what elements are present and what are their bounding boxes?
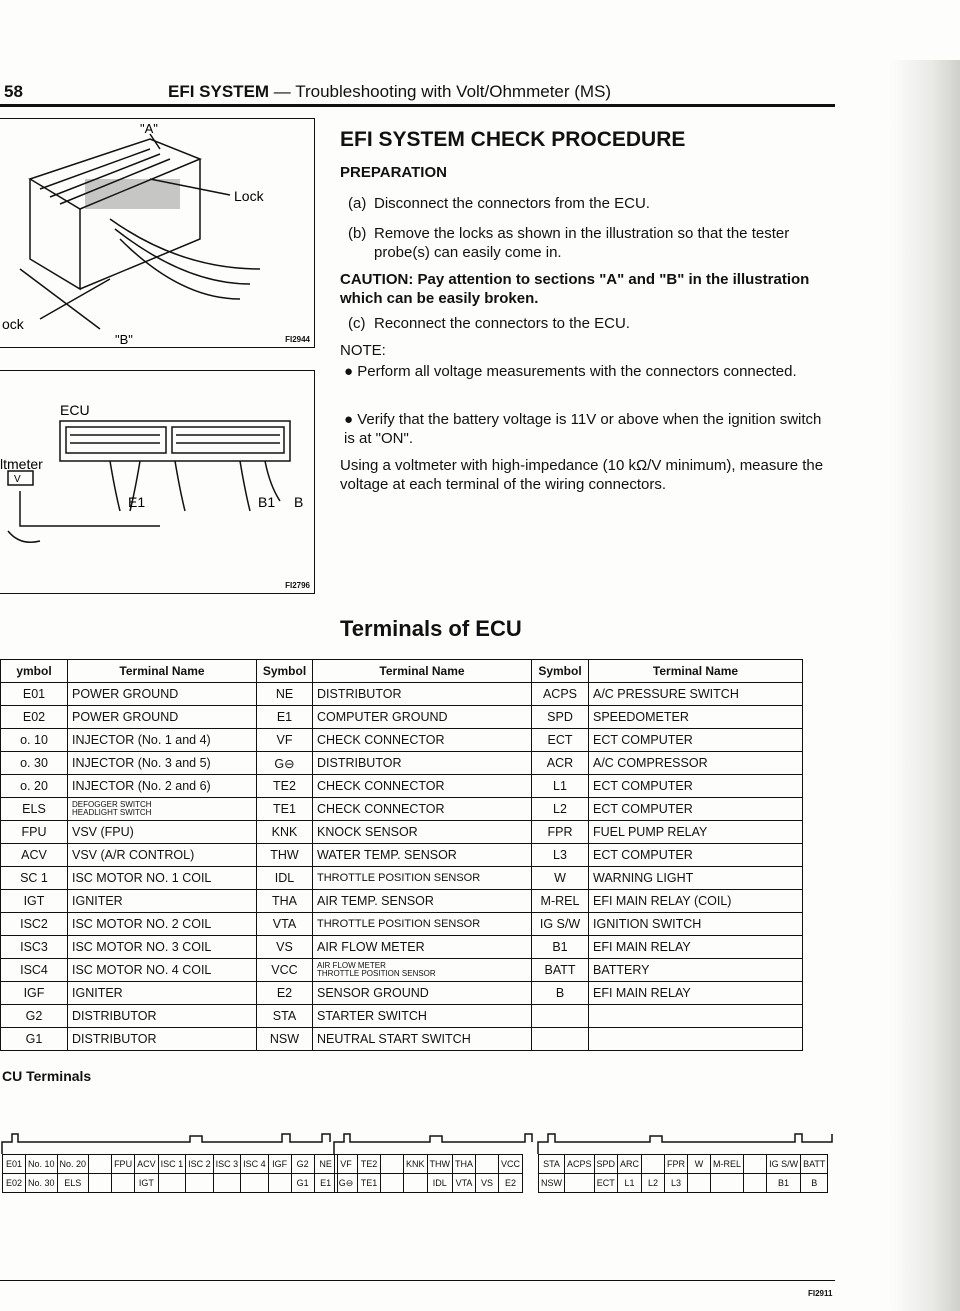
connector-pin xyxy=(642,1155,665,1174)
connector-pin: ISC 1 xyxy=(158,1155,186,1174)
terminal-name-cell: KNOCK SENSOR xyxy=(313,821,532,844)
connector-lock-illustration xyxy=(0,118,315,348)
connector-pin: B1 xyxy=(767,1174,801,1193)
note-bullet-2: ● Verify that the battery voltage is 11V or above when the ignition switch is at "ON". xyxy=(344,411,822,447)
connector-pin: SPD xyxy=(594,1155,618,1174)
fig1-lock-right: Lock xyxy=(234,188,264,204)
fig2-id: FI2796 xyxy=(285,581,310,590)
terminal-name-cell: A/C COMPRESSOR xyxy=(589,752,803,775)
terminal-symbol-cell: TE2 xyxy=(257,775,313,798)
connector-pin xyxy=(404,1174,428,1193)
terminal-symbol-cell: IG S/W xyxy=(532,913,589,936)
header-rule xyxy=(0,104,835,107)
connector-pin: ISC 3 xyxy=(213,1155,241,1174)
header-symbol-1: ymbol xyxy=(1,660,68,683)
terminal-symbol-cell: L1 xyxy=(532,775,589,798)
terminal-name-cell: VSV (FPU) xyxy=(68,821,257,844)
page-binding-shadow xyxy=(890,60,960,1311)
terminal-symbol-cell: E1 xyxy=(257,706,313,729)
terminal-symbol-cell: ACR xyxy=(532,752,589,775)
terminal-symbol-cell: SPD xyxy=(532,706,589,729)
step-a-label: (a) xyxy=(348,195,367,212)
step-c-label: (c) xyxy=(348,315,366,332)
connector-pin xyxy=(744,1155,767,1174)
terminal-name-cell: INJECTOR (No. 1 and 4) xyxy=(68,729,257,752)
terminal-name-cell: NEUTRAL START SWITCH xyxy=(313,1028,532,1051)
header-symbol-3: Symbol xyxy=(532,660,589,683)
connector-pin: ISC 2 xyxy=(186,1155,214,1174)
terminal-symbol-cell: M-REL xyxy=(532,890,589,913)
terminal-symbol-cell: ACV xyxy=(1,844,68,867)
terminal-name-cell: SENSOR GROUND xyxy=(313,982,532,1005)
step-c-text: Reconnect the connectors to the ECU. xyxy=(374,315,630,332)
terminal-name-cell: POWER GROUND xyxy=(68,706,257,729)
note-bullet-1: ● Perform all voltage measurements with the connectors connected. xyxy=(344,363,797,380)
terminal-name-cell: DISTRIBUTOR xyxy=(68,1028,257,1051)
table-row xyxy=(1,913,803,936)
fig2-b1-label: B1 xyxy=(258,494,276,510)
table-row xyxy=(1,1028,803,1051)
terminal-name-cell: THROTTLE POSITION SENSOR xyxy=(313,867,532,890)
terminal-symbol-cell xyxy=(532,1005,589,1028)
connector-pin: VTA xyxy=(453,1174,476,1193)
connector-1 xyxy=(2,1154,338,1193)
terminal-symbol-cell: o. 10 xyxy=(1,729,68,752)
connector-pin: No. 10 xyxy=(26,1155,58,1174)
terminal-symbol-cell: ACPS xyxy=(532,683,589,706)
fig1-label-b: "B" xyxy=(115,332,133,347)
terminal-name-cell: ECT COMPUTER xyxy=(589,798,803,821)
header-title-bold: EFI SYSTEM xyxy=(168,82,270,101)
connector-pin: ACPS xyxy=(565,1155,595,1174)
connector-pin xyxy=(476,1155,499,1174)
page-number: 58 xyxy=(4,82,23,101)
terminal-symbol-cell: VF xyxy=(257,729,313,752)
terminal-symbol-cell: L3 xyxy=(532,844,589,867)
terminal-symbol-cell: E2 xyxy=(257,982,313,1005)
connector-pin xyxy=(268,1174,291,1193)
terminal-symbol-cell: ISC3 xyxy=(1,936,68,959)
terminal-name-cell xyxy=(313,959,532,982)
terminal-symbol-cell: THW xyxy=(257,844,313,867)
caution-text: CAUTION: Pay attention to sections "A" and "B" in the illustration which can be easily broken. xyxy=(340,271,810,307)
terminal-name-cell: CHECK CONNECTOR xyxy=(313,798,532,821)
connector-pin xyxy=(381,1155,404,1174)
terminal-symbol-cell: KNK xyxy=(257,821,313,844)
terminal-symbol-cell: VTA xyxy=(257,913,313,936)
terminal-symbol-cell: ISC2 xyxy=(1,913,68,936)
terminals-title: Terminals of ECU xyxy=(340,616,522,641)
connector-pin: B xyxy=(801,1174,828,1193)
connector-pin: IGF xyxy=(268,1155,291,1174)
table-row xyxy=(1,867,803,890)
connector-pin: IG S/W xyxy=(767,1155,801,1174)
terminal-symbol-cell: G1 xyxy=(1,1028,68,1051)
terminal-name-cell: CHECK CONNECTOR xyxy=(313,775,532,798)
connector-pin: TE1 xyxy=(358,1174,381,1193)
connector-pin xyxy=(186,1174,214,1193)
terminal-name-cell: DISTRIBUTOR xyxy=(313,683,532,706)
connector-pin: NE xyxy=(314,1155,337,1174)
table-row xyxy=(1,890,803,913)
terminal-name-cell xyxy=(589,1028,803,1051)
step-a-text: Disconnect the connectors from the ECU. xyxy=(374,195,650,212)
terminal-name-cell: ISC MOTOR NO. 3 COIL xyxy=(68,936,257,959)
terminal-name-cell: IGNITION SWITCH xyxy=(589,913,803,936)
step-b-label: (b) xyxy=(348,225,367,242)
terminal-symbol-cell: E01 xyxy=(1,683,68,706)
terminal-symbol-cell: o. 30 xyxy=(1,752,68,775)
table-row xyxy=(1,844,803,867)
connector-pin: FPR xyxy=(665,1155,688,1174)
table-header-row xyxy=(1,660,803,683)
terminal-name-line: AIR FLOW METER xyxy=(317,961,386,970)
check-procedure-title: EFI SYSTEM CHECK PROCEDURE xyxy=(340,128,686,151)
connector-lock-drawing xyxy=(0,119,314,347)
terminal-name-cell: CHECK CONNECTOR xyxy=(313,729,532,752)
terminal-name-cell: INJECTOR (No. 3 and 5) xyxy=(68,752,257,775)
connector-pin xyxy=(112,1174,135,1193)
footer-rule xyxy=(0,1280,835,1281)
connector-pin xyxy=(565,1174,595,1193)
terminal-name-cell: A/C PRESSURE SWITCH xyxy=(589,683,803,706)
terminal-name-cell: WARNING LIGHT xyxy=(589,867,803,890)
connector-pin: ARC xyxy=(618,1155,642,1174)
terminal-symbol-cell: TE1 xyxy=(257,798,313,821)
terminal-name-cell: DISTRIBUTOR xyxy=(68,1005,257,1028)
terminal-name-cell: IGNITER xyxy=(68,982,257,1005)
connector-pin: BATT xyxy=(801,1155,828,1174)
connector-pin: W xyxy=(688,1155,711,1174)
measure-instructions: Using a voltmeter with high-impedance (10 kΩ/V minimum), measure the voltage at each terminal of the wiring connectors. xyxy=(340,457,824,493)
table-row xyxy=(1,982,803,1005)
table-row xyxy=(1,706,803,729)
terminal-symbol-cell: B xyxy=(532,982,589,1005)
terminal-name-line: THROTTLE POSITION SENSOR xyxy=(317,969,436,978)
connector-pin xyxy=(158,1174,186,1193)
terminal-symbol-cell: ELS xyxy=(1,798,68,821)
connector-row xyxy=(335,1174,523,1193)
terminal-symbol-cell: STA xyxy=(257,1005,313,1028)
preparation-heading: PREPARATION xyxy=(340,164,447,181)
terminal-name-cell: ISC MOTOR NO. 4 COIL xyxy=(68,959,257,982)
table-row xyxy=(1,752,803,775)
terminal-name-cell: VSV (A/R CONTROL) xyxy=(68,844,257,867)
connector-pin xyxy=(381,1174,404,1193)
terminal-name-cell: FUEL PUMP RELAY xyxy=(589,821,803,844)
connector-pin xyxy=(89,1174,112,1193)
fig2-v-label: V xyxy=(14,474,21,485)
ecu-voltmeter-drawing xyxy=(0,371,314,593)
terminal-name-cell xyxy=(589,1005,803,1028)
connector-pin: KNK xyxy=(404,1155,428,1174)
terminal-symbol-cell: IDL xyxy=(257,867,313,890)
connector-2 xyxy=(334,1154,523,1193)
terminal-symbol-cell: IGT xyxy=(1,890,68,913)
table-row xyxy=(1,798,803,821)
terminal-name-cell: EFI MAIN RELAY xyxy=(589,982,803,1005)
connector-pin: STA xyxy=(539,1155,565,1174)
connector-pin: VS xyxy=(476,1174,499,1193)
header-symbol-2: Symbol xyxy=(257,660,313,683)
connector-pin: E1 xyxy=(314,1174,337,1193)
terminal-name-cell: ISC MOTOR NO. 2 COIL xyxy=(68,913,257,936)
connector-pin: ISC 4 xyxy=(241,1155,269,1174)
fig3-id: FI2911 xyxy=(808,1289,833,1298)
terminal-name-cell: EFI MAIN RELAY (COIL) xyxy=(589,890,803,913)
connector-row xyxy=(335,1155,523,1174)
header-name-2: Terminal Name xyxy=(313,660,532,683)
connector-pin: G⊖ xyxy=(335,1174,358,1193)
terminal-name-line: HEADLIGHT SWITCH xyxy=(72,808,152,817)
connector-row xyxy=(539,1174,828,1193)
terminal-symbol-cell: SC 1 xyxy=(1,867,68,890)
terminal-name-cell: EFI MAIN RELAY xyxy=(589,936,803,959)
terminal-name-cell: THROTTLE POSITION SENSOR xyxy=(313,913,532,936)
connector-pin xyxy=(89,1155,112,1174)
terminal-symbol-cell: VS xyxy=(257,936,313,959)
terminal-symbol-cell: IGF xyxy=(1,982,68,1005)
ecu-voltmeter-illustration xyxy=(0,370,315,594)
terminal-symbol-cell: NSW xyxy=(257,1028,313,1051)
page-header-title xyxy=(168,82,611,102)
header-name-3: Terminal Name xyxy=(589,660,803,683)
terminal-name-cell: ECT COMPUTER xyxy=(589,844,803,867)
terminal-symbol-cell: E02 xyxy=(1,706,68,729)
fig2-b-label: B xyxy=(294,494,304,510)
note-label: NOTE: xyxy=(340,342,386,359)
fig1-label-a: "A" xyxy=(140,121,158,136)
terminal-symbol-cell: W xyxy=(532,867,589,890)
connector-row xyxy=(3,1155,338,1174)
connector-pin: L1 xyxy=(618,1174,642,1193)
connector-pin: No. 20 xyxy=(57,1155,89,1174)
terminal-symbol-cell: THA xyxy=(257,890,313,913)
connector-pin: L3 xyxy=(665,1174,688,1193)
connector-pin: E01 xyxy=(3,1155,26,1174)
connector-pin: VCC xyxy=(499,1155,523,1174)
connector-row xyxy=(3,1174,338,1193)
connector-pin: ECT xyxy=(594,1174,618,1193)
connector-pin: E2 xyxy=(499,1174,523,1193)
terminal-symbol-cell: FPR xyxy=(532,821,589,844)
terminal-symbol-cell: o. 20 xyxy=(1,775,68,798)
terminal-symbol-cell: L2 xyxy=(532,798,589,821)
table-row xyxy=(1,683,803,706)
terminal-name-cell: WATER TEMP. SENSOR xyxy=(313,844,532,867)
connector-pin: THW xyxy=(427,1155,453,1174)
fig1-lock-left: ock xyxy=(2,316,24,332)
connector-pin: G2 xyxy=(291,1155,314,1174)
terminal-name-cell: ECT COMPUTER xyxy=(589,775,803,798)
connector-pin: ELS xyxy=(57,1174,89,1193)
connector-pin: THA xyxy=(453,1155,476,1174)
connector-pin xyxy=(711,1174,744,1193)
terminal-symbol-cell: FPU xyxy=(1,821,68,844)
table-row xyxy=(1,729,803,752)
connector-pin xyxy=(688,1174,711,1193)
ecu-terminal-table xyxy=(0,659,803,1051)
table-row xyxy=(1,1005,803,1028)
connector-pin xyxy=(241,1174,269,1193)
terminal-name-cell: COMPUTER GROUND xyxy=(313,706,532,729)
header-title-rest: — Troubleshooting with Volt/Ohmmeter (MS) xyxy=(269,82,612,101)
ecu-connector-diagram xyxy=(0,1122,835,1214)
table-row xyxy=(1,821,803,844)
terminal-symbol-cell: B1 xyxy=(532,936,589,959)
terminal-name-cell: AIR TEMP. SENSOR xyxy=(313,890,532,913)
header-name-1: Terminal Name xyxy=(68,660,257,683)
terminal-name-cell xyxy=(68,798,257,821)
step-b-text: Remove the locks as shown in the illustration so that the tester probe(s) can easily come in. xyxy=(374,225,790,261)
connector-pin: ACV xyxy=(135,1155,159,1174)
connector-pin: TE2 xyxy=(358,1155,381,1174)
connector-pin: VF xyxy=(335,1155,358,1174)
terminal-name-cell: POWER GROUND xyxy=(68,683,257,706)
terminal-name-cell: INJECTOR (No. 2 and 6) xyxy=(68,775,257,798)
table-row xyxy=(1,775,803,798)
terminal-name-line: DEFOGGER SWITCH xyxy=(72,800,152,809)
terminal-name-cell: BATTERY xyxy=(589,959,803,982)
connector-row xyxy=(539,1155,828,1174)
connector-pin xyxy=(213,1174,241,1193)
connector-pin: IGT xyxy=(135,1174,159,1193)
connector-pin xyxy=(744,1174,767,1193)
connector-pin: L2 xyxy=(642,1174,665,1193)
terminal-symbol-cell: G⊖ xyxy=(257,752,313,775)
ecu-terminals-label: CU Terminals xyxy=(2,1068,92,1084)
connector-pin: NSW xyxy=(539,1174,565,1193)
terminal-symbol-cell: BATT xyxy=(532,959,589,982)
fig2-voltmeter-label: ltmeter xyxy=(0,456,43,472)
terminal-name-cell: AIR FLOW METER xyxy=(313,936,532,959)
terminal-name-cell: ECT COMPUTER xyxy=(589,729,803,752)
connector-pin: M-REL xyxy=(711,1155,744,1174)
terminal-symbol-cell xyxy=(532,1028,589,1051)
connector-pin: FPU xyxy=(112,1155,135,1174)
terminal-name-cell: ISC MOTOR NO. 1 COIL xyxy=(68,867,257,890)
connector-pin: E02 xyxy=(3,1174,26,1193)
table-row xyxy=(1,936,803,959)
terminal-name-cell: SPEEDOMETER xyxy=(589,706,803,729)
table-row xyxy=(1,959,803,982)
fig2-ecu-label: ECU xyxy=(60,402,90,418)
fig1-id: FI2944 xyxy=(285,335,310,344)
terminal-symbol-cell: G2 xyxy=(1,1005,68,1028)
terminal-name-cell: STARTER SWITCH xyxy=(313,1005,532,1028)
terminal-symbol-cell: VCC xyxy=(257,959,313,982)
terminal-symbol-cell: ECT xyxy=(532,729,589,752)
connector-3 xyxy=(538,1154,828,1193)
terminal-symbol-cell: ISC4 xyxy=(1,959,68,982)
connector-pin: IDL xyxy=(427,1174,453,1193)
connector-pin: No. 30 xyxy=(26,1174,58,1193)
terminal-name-cell: DISTRIBUTOR xyxy=(313,752,532,775)
terminal-symbol-cell: NE xyxy=(257,683,313,706)
fig2-e1-label: E1 xyxy=(128,494,146,510)
terminal-name-cell: IGNITER xyxy=(68,890,257,913)
connector-pin: G1 xyxy=(291,1174,314,1193)
